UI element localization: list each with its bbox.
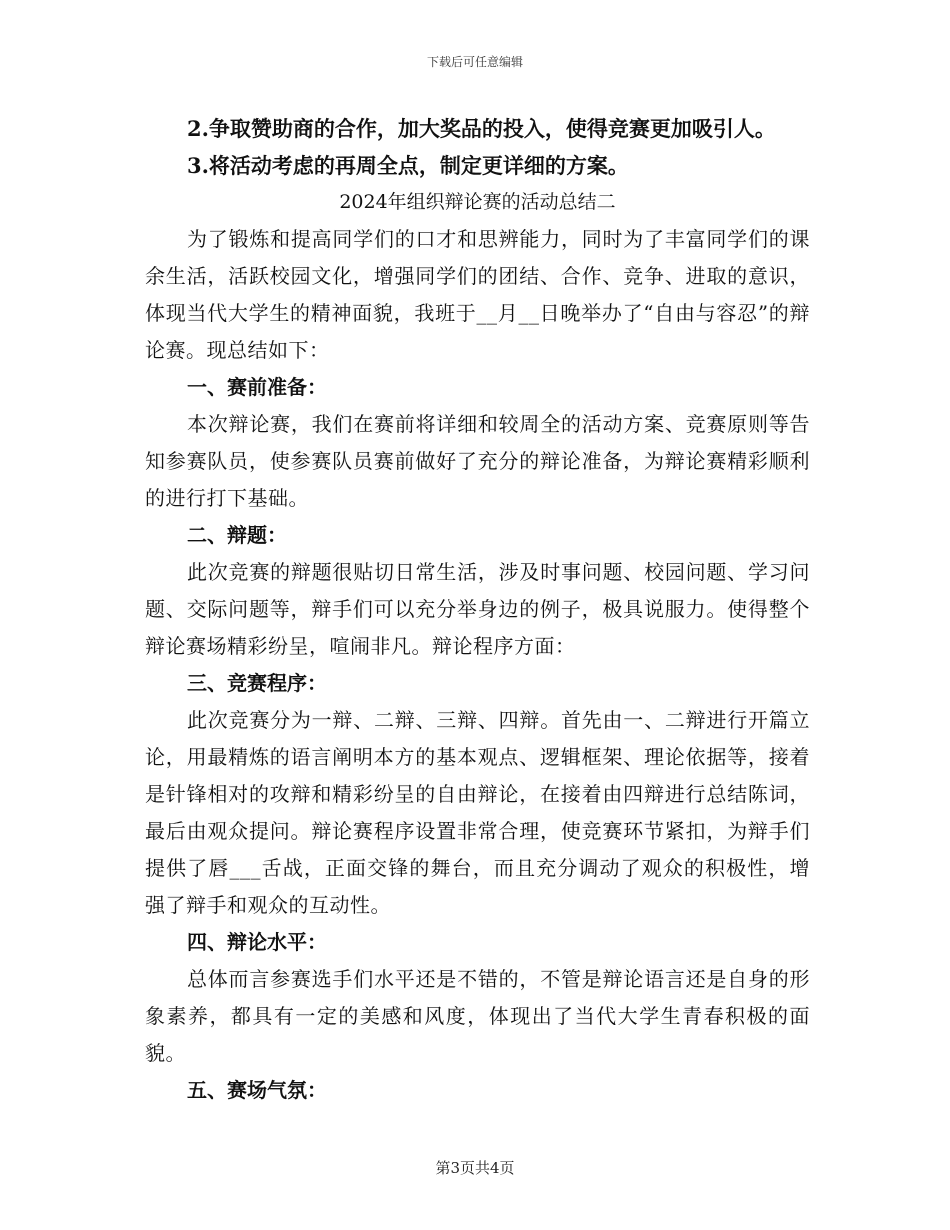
- section-body-4: 总体而言参赛选手们水平还是不错的，不管是辩论语言还是自身的形象素养，都具有一定的美感和风度，体现出了当代大学生青春积极的面貌。: [145, 967, 810, 1065]
- document-title: 2024年组织辩论赛的活动总结二: [339, 191, 616, 213]
- section-heading-5: 五、赛场气氛：: [187, 1078, 327, 1102]
- intro-paragraph: 为了锻炼和提高同学们的口才和思辨能力，同时为了丰富同学们的课余生活，活跃校园文化，增强同学们的团结、合作、竞争、进取的意识，体现当代大学生的精神面貌，我班于__月__日晚举办了“自由与容忍”的辩论赛。现总结如下：: [145, 227, 810, 362]
- page-header: 下载后可任意编辑: [426, 55, 523, 69]
- list-item-2: 2.争取赞助商的合作，加大奖品的投入，使得竞赛更加吸引人。: [187, 116, 776, 141]
- section-heading-1: 一、赛前准备：: [187, 375, 327, 399]
- page-footer: 第3页共4页: [435, 1159, 515, 1177]
- section-body-1: 本次辩论赛，我们在赛前将详细和较周全的活动方案、竞赛原则等告知参赛队员，使参赛队员赛前做好了充分的辩论准备，为辩论赛精彩顺利的进行打下基础。: [145, 412, 810, 510]
- section-body-2: 此次竞赛的辩题很贴切日常生活，涉及时事问题、校园问题、学习问题、交际问题等，辩手们可以充分举身边的例子，极具说服力。使得整个辩论赛场精彩纷呈，喧闹非凡。辩论程序方面：: [145, 560, 810, 658]
- section-heading-4: 四、辩论水平：: [187, 930, 327, 954]
- list-item-3: 3.将活动考虑的再周全点，制定更详细的方案。: [187, 153, 629, 178]
- section-heading-2: 二、辩题：: [187, 523, 287, 547]
- section-heading-3: 三、竞赛程序：: [187, 671, 327, 695]
- document-body: [145, 110, 810, 1109]
- section-body-3: 此次竞赛分为一辩、二辩、三辩、四辩。首先由一、二辩进行开篇立论，用最精炼的语言阐明本方的基本观点、逻辑框架、理论依据等，接着是针锋相对的攻辩和精彩纷呈的自由辩论，在接着由四辩进行总结陈词，最后由观众提问。辩论赛程序设置非常合理，使竞赛环节紧扣，为辩手们提供了唇___舌战，正面交锋的舞台，而且充分调动了观众的积极性，增强了辩手和观众的互动性。: [145, 708, 810, 917]
